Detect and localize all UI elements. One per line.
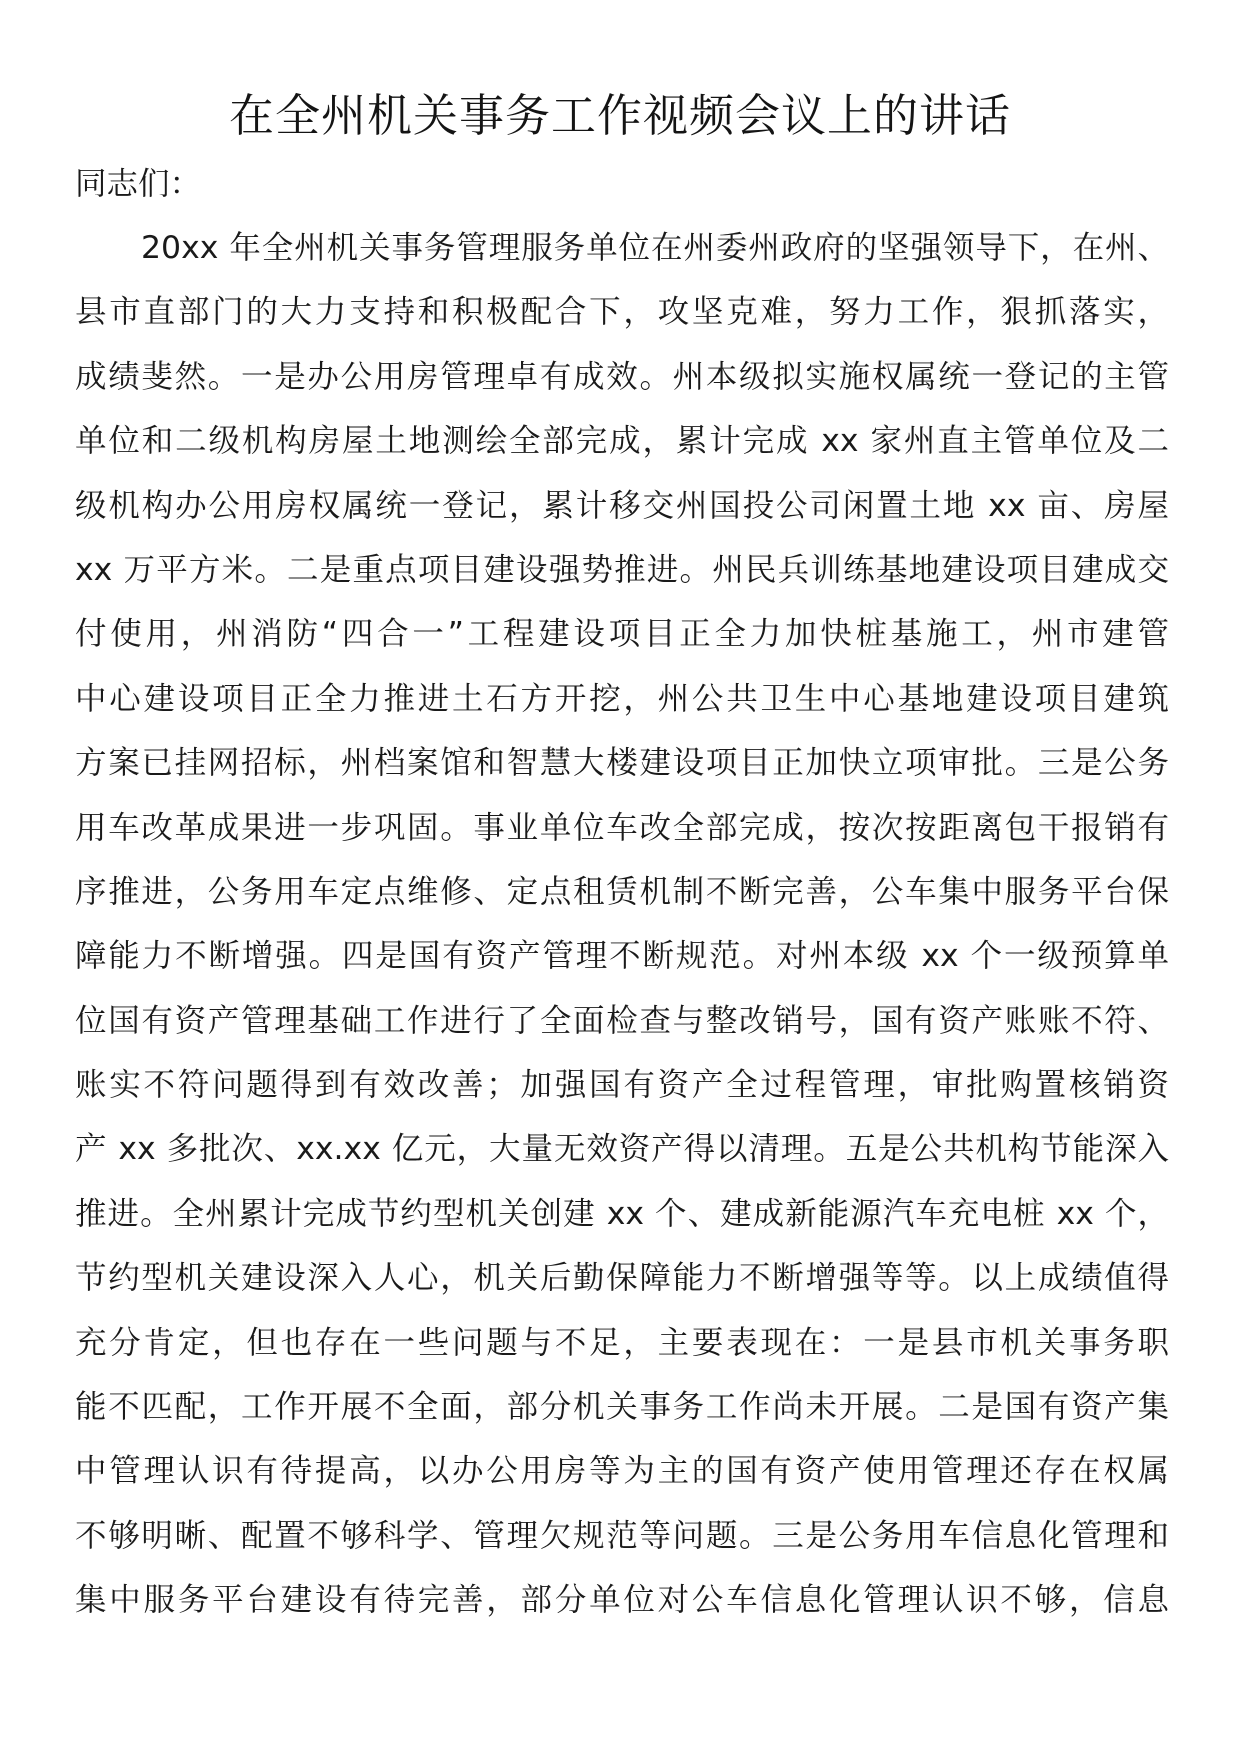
paragraph-line: 位国有资产管理基础工作进行了全面检查与整改销号，国有资产账账不符、	[75, 1002, 1169, 1039]
paragraph-line: 集中服务平台建设有待完善，部分单位对公车信息化管理认识不够，信息	[75, 1582, 1169, 1619]
paragraph-line: 方案已挂网招标，州档案馆和智慧大楼建设项目正加快立项审批。三是公务	[75, 745, 1169, 782]
paragraph-line: 中心建设项目正全力推进土石方开挖，州公共卫生中心基地建设项目建筑	[75, 680, 1169, 717]
paragraph-line: 不够明晰、配置不够科学、管理欠规范等问题。三是公务用车信息化管理和	[75, 1517, 1169, 1554]
paragraph-line: 成绩斐然。一是办公用房管理卓有成效。州本级拟实施权属统一登记的主管	[75, 358, 1169, 395]
paragraph-line: 能不匹配，工作开展不全面，部分机关事务工作尚未开展。二是国有资产集	[75, 1389, 1169, 1426]
paragraph-line: 县市直部门的大力支持和积极配合下，攻坚克难，努力工作，狠抓落实，	[75, 294, 1169, 331]
body-paragraph	[75, 226, 1169, 1643]
salutation: 同志们：	[75, 166, 202, 202]
paragraph-line: 序推进，公务用车定点维修、定点租赁机制不断完善，公车集中服务平台保	[75, 873, 1169, 910]
paragraph-line: 推进。全州累计完成节约型机关创建 xx 个、建成新能源汽车充电桩 xx 个，	[75, 1195, 1169, 1232]
paragraph-line: xx 万平方米。二是重点项目建设强势推进。州民兵训练基地建设项目建成交	[75, 551, 1169, 588]
paragraph-line: 节约型机关建设深入人心，机关后勤保障能力不断增强等等。以上成绩值得	[75, 1260, 1169, 1297]
paragraph-line: 用车改革成果进一步巩固。事业单位车改全部完成，按次按距离包干报销有	[75, 809, 1169, 846]
paragraph-line: 单位和二级机构房屋土地测绘全部完成，累计完成 xx 家州直主管单位及二	[75, 423, 1169, 460]
paragraph-line: 付使用，州消防“四合一”工程建设项目正全力加快桩基施工，州市建管	[75, 616, 1169, 653]
document-title: 在全州机关事务工作视频会议上的讲话	[228, 89, 1011, 142]
paragraph-line: 账实不符问题得到有效改善；加强国有资产全过程管理，审批购置核销资	[75, 1067, 1169, 1104]
paragraph-line: 障能力不断增强。四是国有资产管理不断规范。对州本级 xx 个一级预算单	[75, 938, 1169, 975]
paragraph-line: 级机构办公用房权属统一登记，累计移交州国投公司闲置土地 xx 亩、房屋	[75, 487, 1169, 524]
paragraph-line: 中管理认识有待提高，以办公用房等为主的国有资产使用管理还存在权属	[75, 1453, 1169, 1490]
paragraph-line: 20xx 年全州机关事务管理服务单位在州委州政府的坚强领导下，在州、	[141, 230, 1169, 266]
paragraph-line: 产 xx 多批次、xx.xx 亿元，大量无效资产得以清理。五是公共机构节能深入	[75, 1131, 1169, 1168]
paragraph-line: 充分肯定，但也存在一些问题与不足，主要表现在：一是县市机关事务职	[75, 1324, 1169, 1361]
